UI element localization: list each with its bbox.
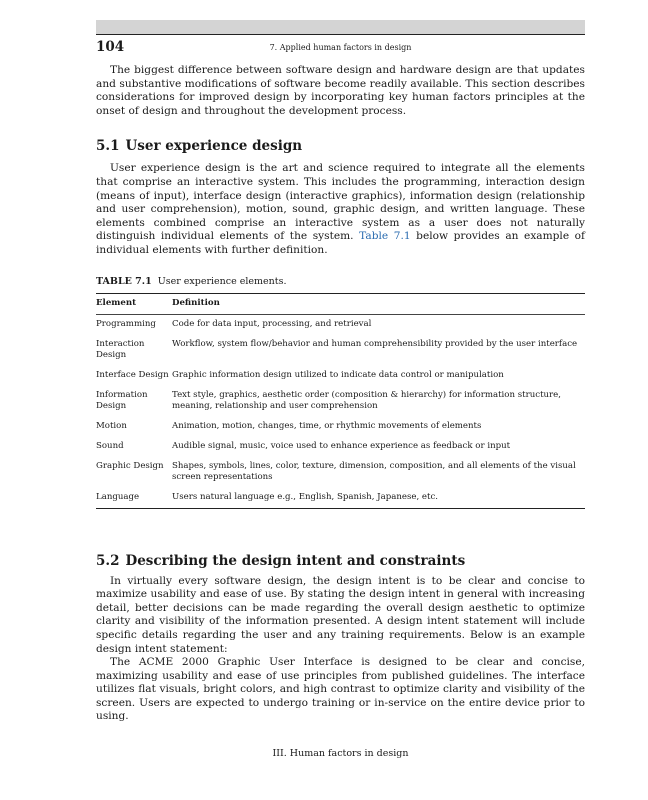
table-caption-text: User experience elements.: [157, 275, 287, 287]
element-cell: Interaction Design: [96, 338, 145, 360]
element-cell: Language: [96, 488, 172, 509]
paragraph-text: below provides an example of individual elements with further definition.: [96, 230, 585, 256]
header-bar: [96, 20, 585, 34]
page-footer: III. Human factors in design: [272, 748, 409, 759]
element-cell: Programming: [96, 318, 156, 329]
paragraph-text: User experience design is the art and science required to integrate all the elements that comprise an interactive system. This includes the programming, interaction design (means of input), interface design (interactive graphics), information design (relationship and user comprehension), motion, sound, graphic design, and written language. These elements combined comprise an interactive system as a user does not naturally distinguish individual elements of the system.: [96, 162, 585, 243]
table-row: [96, 488, 585, 509]
section-heading-5-2: [96, 553, 585, 569]
table-row: [96, 335, 585, 366]
definition-cell: Shapes, symbols, lines, color, texture, dimension, composition, and all elements of the visual screen representations: [172, 460, 576, 482]
definition-cell: Text style, graphics, aesthetic order (composition & hierarchy) for information structure, meaning, relationship and user comprehension: [172, 389, 561, 411]
table-row: [96, 366, 585, 386]
element-cell: Interface Design: [96, 369, 169, 380]
table-caption: [96, 276, 585, 287]
section-5-2-paragraph-2: The ACME 2000 Graphic User Interface is designed to be clear and concise, maximizing usability and ease of use principles from published guidelines. The interface utilizes flat visuals, bright colors, and high contrast to optimize clarity and visibility of the screen. Users are expected to undergo training or in-service on the entire device prior to using.: [96, 656, 585, 723]
table-header-row: [96, 293, 585, 314]
table-row: [96, 457, 585, 488]
table-row: [96, 314, 585, 335]
table-row: [96, 386, 585, 417]
section-title: Describing the design intent and constraints: [125, 552, 466, 569]
running-head: 7. Applied human factors in design: [269, 43, 412, 52]
section-number: 5.2: [96, 552, 120, 569]
intro-paragraph: The biggest difference between software design and hardware design are that updates and substantive modifications of software become readily available. This section describes considerations for improved design by incorporating key human factors principles at the onset of design and throughout the development process.: [96, 64, 585, 117]
element-cell: Motion: [96, 420, 127, 431]
element-cell: Sound: [96, 440, 124, 451]
column-header: Definition: [172, 293, 585, 314]
definition-cell: Code for data input, processing, and retrieval: [172, 318, 372, 329]
definition-cell: Animation, motion, changes, time, or rhythmic movements of elements: [172, 420, 482, 431]
definition-cell: Graphic information design utilized to indicate data control or manipulation: [172, 369, 504, 380]
section-5-1-paragraph: [96, 162, 585, 257]
element-cell: Graphic Design: [96, 460, 164, 471]
table-label: TABLE 7.1: [96, 275, 152, 287]
page-content: [96, 64, 585, 724]
element-cell: Information Design: [96, 389, 148, 411]
column-header: Element: [96, 293, 172, 314]
definition-cell: Audible signal, music, voice used to enhance experience as feedback or input: [172, 440, 511, 451]
definition-cell: Workflow, system flow/behavior and human comprehensibility provided by the user interface: [172, 338, 578, 349]
table-reference-link[interactable]: Table 7.1: [359, 230, 411, 243]
page-header: [96, 34, 585, 61]
page-number: 104: [96, 39, 125, 55]
ux-elements-table: [96, 293, 585, 509]
definition-cell: Users natural language e.g., English, Spanish, Japanese, etc.: [172, 488, 585, 509]
section-5-2-paragraph-1: In virtually every software design, the design intent is to be clear and concise to maximize usability and ease of use. By stating the design intent in general with increasing detail, better decisions can be made regarding the overall design aesthetic to optimize clarity and visibility of the information presented. A design intent statement will include specific details regarding the user and any training requirements. Below is an example design intent statement:: [96, 574, 585, 655]
section-title: User experience design: [125, 138, 303, 155]
table-row: [96, 417, 585, 437]
section-number: 5.1: [96, 138, 120, 155]
table-row: [96, 437, 585, 457]
section-heading-5-1: [96, 138, 585, 154]
